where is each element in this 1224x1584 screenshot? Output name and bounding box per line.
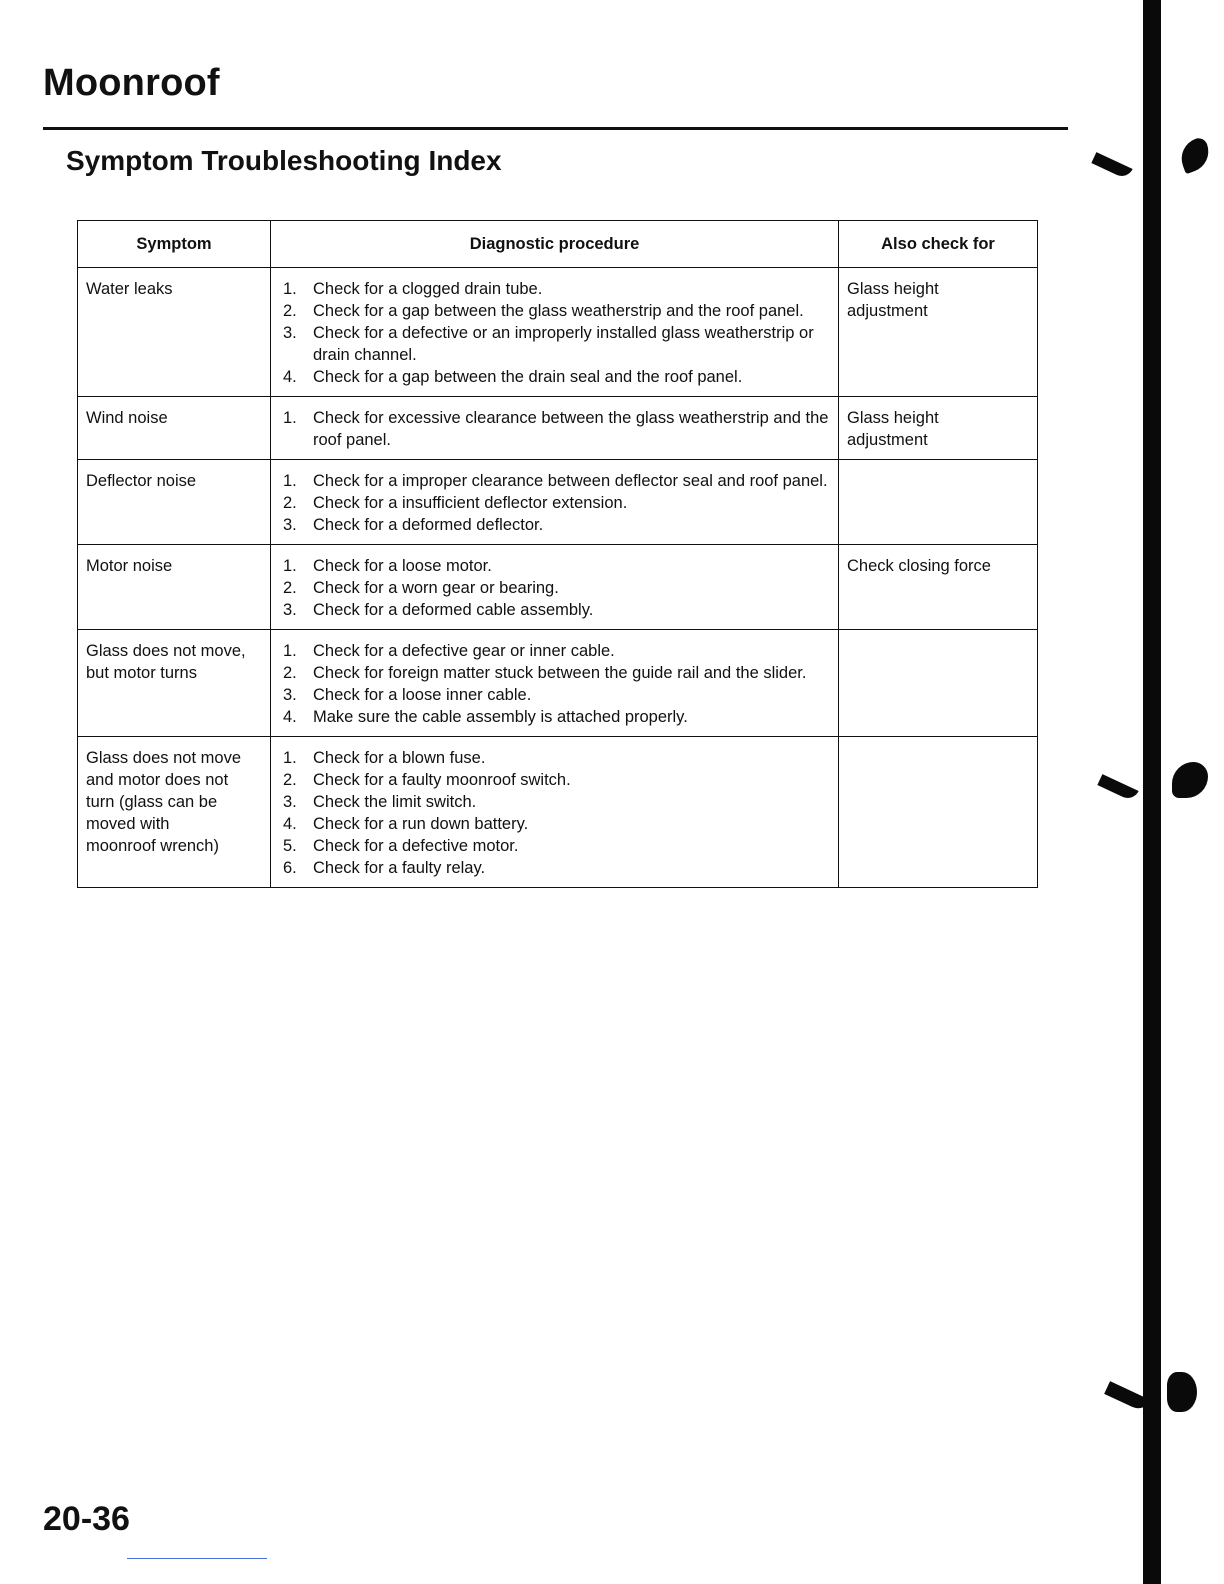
table-body (78, 268, 1038, 888)
step-number: 4. (283, 815, 297, 833)
procedure-step (279, 577, 830, 599)
also-check-for-cell: Glass height adjustment (839, 397, 1038, 460)
procedure-step (279, 300, 830, 322)
table-row (78, 545, 1038, 630)
procedure-step (279, 640, 830, 662)
procedure-step (279, 706, 830, 728)
step-number: 3. (283, 516, 297, 534)
step-number: 3. (283, 324, 297, 342)
step-number: 1. (283, 557, 297, 575)
step-number: 6. (283, 859, 297, 877)
step-number: 1. (283, 409, 297, 427)
header-also-check-for: Also check for (839, 221, 1038, 268)
page-number: 20-36 (43, 1500, 130, 1538)
procedure-step-list (279, 407, 830, 451)
step-number: 1. (283, 472, 297, 490)
also-check-for-cell (839, 737, 1038, 888)
symptom-cell: Glass does not move, but motor turns (78, 630, 271, 737)
procedure-step-list (279, 747, 830, 879)
step-text: Check for a loose inner cable. (313, 686, 532, 704)
procedure-step (279, 407, 830, 451)
footer-link-underline (127, 1558, 267, 1559)
step-text: Check for a defective or an improperly installed glass weatherstrip or drain channel. (313, 324, 814, 364)
step-text: Check for a faulty relay. (313, 859, 486, 877)
step-text: Check the limit switch. (313, 793, 477, 811)
procedure-step-list (279, 555, 830, 621)
section-tab-mark (1176, 136, 1214, 174)
also-check-for-cell (839, 460, 1038, 545)
step-number: 4. (283, 368, 297, 386)
step-number: 3. (283, 601, 297, 619)
symptom-troubleshooting-table (77, 220, 1038, 888)
table-row (78, 268, 1038, 397)
symptom-cell: Deflector noise (78, 460, 271, 545)
step-text: Check for a loose motor. (313, 557, 492, 575)
procedure-step (279, 278, 830, 300)
binding-edge-bar (1143, 0, 1161, 1584)
step-number: 2. (283, 664, 297, 682)
diagnostic-procedure-cell (271, 460, 839, 545)
header-diagnostic-procedure: Diagnostic procedure (271, 221, 839, 268)
procedure-step (279, 555, 830, 577)
page-title: Moonroof (43, 62, 220, 104)
procedure-step (279, 470, 830, 492)
header-symptom: Symptom (78, 221, 271, 268)
step-text: Check for foreign matter stuck between the guide rail and the slider. (313, 664, 807, 682)
step-number: 1. (283, 642, 297, 660)
diagnostic-procedure-cell (271, 737, 839, 888)
procedure-step-list (279, 278, 830, 388)
procedure-step-list (279, 470, 830, 536)
table-row (78, 397, 1038, 460)
step-text: Check for a worn gear or bearing. (313, 579, 559, 597)
procedure-step (279, 599, 830, 621)
section-tab-mark (1172, 762, 1208, 798)
step-text: Check for a blown fuse. (313, 749, 486, 767)
step-text: Check for excessive clearance between the glass weatherstrip and the roof panel. (313, 409, 829, 449)
procedure-step (279, 514, 830, 536)
symptom-cell: Motor noise (78, 545, 271, 630)
procedure-step (279, 835, 830, 857)
step-number: 3. (283, 793, 297, 811)
procedure-step (279, 662, 830, 684)
step-text: Check for a insufficient deflector extension. (313, 494, 628, 512)
step-text: Check for a defective gear or inner cable. (313, 642, 615, 660)
procedure-step (279, 747, 830, 769)
table-row (78, 737, 1038, 888)
procedure-step (279, 857, 830, 879)
symptom-cell: Wind noise (78, 397, 271, 460)
step-text: Check for a deformed deflector. (313, 516, 544, 534)
step-number: 2. (283, 302, 297, 320)
diagnostic-procedure-cell (271, 545, 839, 630)
step-number: 1. (283, 280, 297, 298)
title-divider (43, 127, 1068, 130)
step-text: Check for a run down battery. (313, 815, 529, 833)
procedure-step (279, 492, 830, 514)
step-text: Check for a improper clearance between deflector seal and roof panel. (313, 472, 828, 490)
step-text: Make sure the cable assembly is attached properly. (313, 708, 688, 726)
step-number: 4. (283, 708, 297, 726)
step-text: Check for a gap between the drain seal and the roof panel. (313, 368, 743, 386)
table-row (78, 630, 1038, 737)
diagnostic-procedure-cell (271, 630, 839, 737)
table-row (78, 460, 1038, 545)
symptom-cell: Water leaks (78, 268, 271, 397)
step-text: Check for a gap between the glass weatherstrip and the roof panel. (313, 302, 804, 320)
procedure-step (279, 684, 830, 706)
diagnostic-procedure-cell (271, 397, 839, 460)
step-text: Check for a faulty moonroof switch. (313, 771, 571, 789)
step-text: Check for a defective motor. (313, 837, 519, 855)
step-number: 2. (283, 494, 297, 512)
step-text: Check for a clogged drain tube. (313, 280, 543, 298)
also-check-for-cell (839, 630, 1038, 737)
procedure-step (279, 366, 830, 388)
edge-notch-mark (1091, 152, 1132, 180)
step-text: Check for a deformed cable assembly. (313, 601, 594, 619)
edge-notch-mark (1097, 774, 1138, 802)
step-number: 3. (283, 686, 297, 704)
section-title: Symptom Troubleshooting Index (66, 145, 502, 176)
also-check-for-cell: Glass height adjustment (839, 268, 1038, 397)
symptom-cell: Glass does not move and motor does not turn (glass can be moved with moonroof wrench) (78, 737, 271, 888)
procedure-step (279, 322, 830, 366)
table-header-row (78, 221, 1038, 268)
step-number: 2. (283, 771, 297, 789)
procedure-step (279, 813, 830, 835)
step-number: 5. (283, 837, 297, 855)
step-number: 2. (283, 579, 297, 597)
step-number: 1. (283, 749, 297, 767)
section-tab-mark (1167, 1372, 1197, 1412)
diagnostic-procedure-cell (271, 268, 839, 397)
procedure-step (279, 769, 830, 791)
procedure-step (279, 791, 830, 813)
procedure-step-list (279, 640, 830, 728)
also-check-for-cell: Check closing force (839, 545, 1038, 630)
